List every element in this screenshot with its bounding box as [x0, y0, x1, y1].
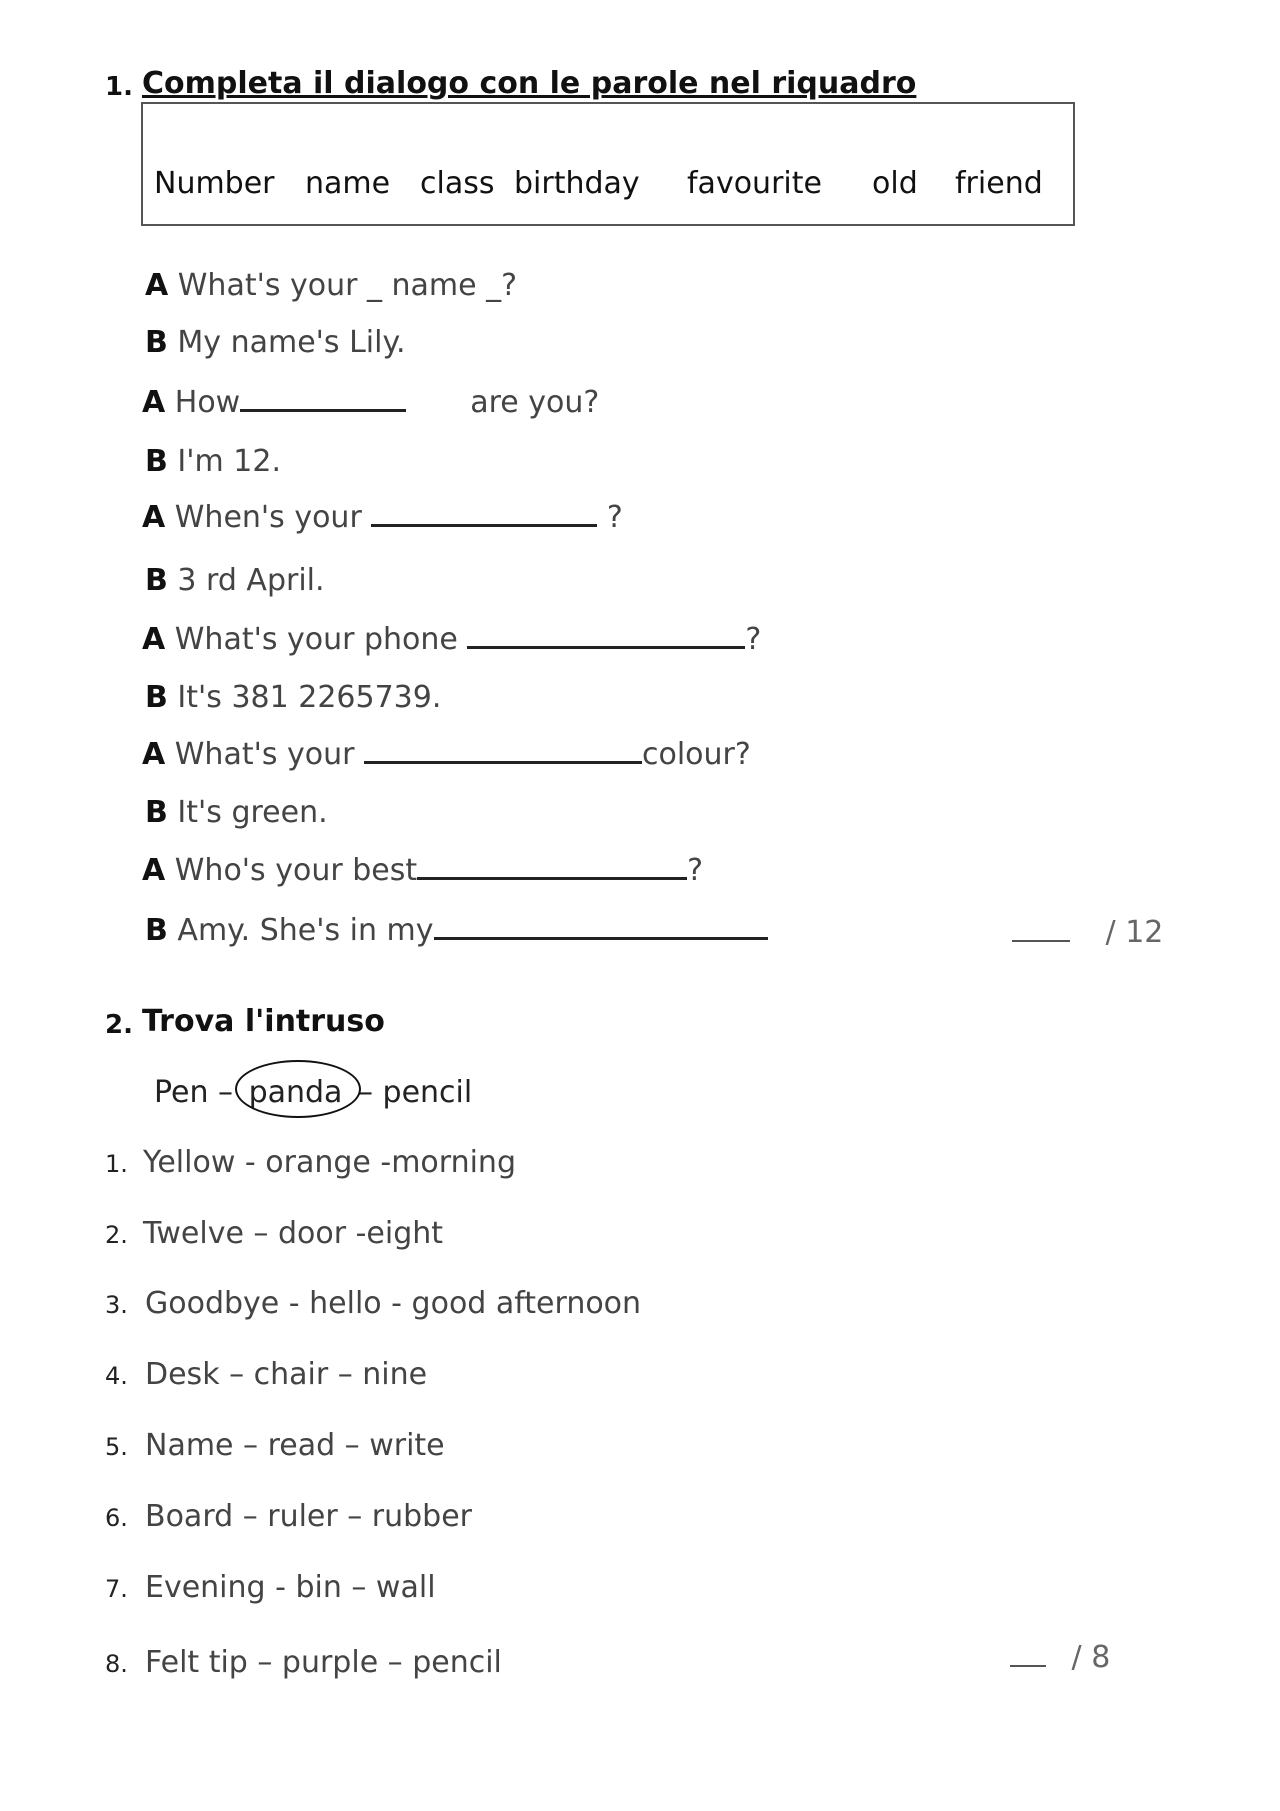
speaker-label: A	[145, 268, 169, 303]
line-text: I'm 12.	[177, 444, 281, 479]
section-2-score	[1010, 1640, 1110, 1675]
odd-item-3	[105, 1286, 641, 1321]
item-text[interactable]: Name – read – write	[145, 1428, 445, 1463]
item-text[interactable]: Yellow - orange -morning	[143, 1145, 516, 1180]
example-circle	[235, 1060, 361, 1118]
word-box	[141, 102, 1075, 226]
item-number: 2.	[105, 1221, 128, 1249]
dialogue-line-3	[142, 385, 599, 420]
score-total: / 8	[1071, 1640, 1111, 1675]
item-number: 6.	[105, 1504, 128, 1532]
odd-item-1	[105, 1145, 516, 1180]
word-name: name	[305, 166, 391, 201]
dialogue-line-12	[145, 913, 768, 948]
answer-blank[interactable]	[240, 387, 406, 412]
speaker-label: B	[145, 563, 168, 598]
speaker-label: A	[142, 622, 166, 657]
line-end: ?	[745, 622, 762, 657]
dialogue-line-8	[145, 680, 441, 715]
dialogue-line-1	[145, 268, 517, 303]
line-end: colour?	[642, 737, 751, 772]
line-text: My name's Lily.	[177, 325, 406, 360]
item-text[interactable]: Felt tip – purple – pencil	[145, 1645, 502, 1680]
odd-item-5	[105, 1428, 445, 1463]
section-2-title: Trova l'intruso	[142, 1004, 385, 1039]
odd-item-2	[105, 1216, 443, 1251]
score-total: / 12	[1105, 915, 1164, 950]
answer-blank[interactable]	[371, 502, 597, 527]
dialogue-line-7	[142, 622, 761, 657]
answer-blank[interactable]	[364, 739, 642, 764]
example-fill: _ name _	[367, 268, 502, 303]
section-1-score	[1012, 915, 1163, 950]
line-text: How	[174, 385, 241, 420]
example-rest: – pencil	[358, 1075, 473, 1110]
speaker-label: A	[142, 853, 166, 888]
word-favourite: favourite	[687, 166, 822, 201]
speaker-label: A	[142, 737, 166, 772]
line-text: What's your	[177, 268, 367, 303]
item-text[interactable]: Board – ruler – rubber	[145, 1499, 473, 1534]
dialogue-line-11	[142, 853, 703, 888]
odd-item-6	[105, 1499, 472, 1534]
section-2-number: 2.	[105, 1010, 133, 1040]
speaker-label: B	[145, 795, 168, 830]
speaker-label: A	[142, 500, 166, 535]
item-text[interactable]: Twelve – door -eight	[143, 1216, 444, 1251]
item-number: 8.	[105, 1650, 128, 1678]
odd-item-4	[105, 1357, 427, 1392]
odd-item-7	[105, 1570, 436, 1605]
example-first: Pen –	[154, 1075, 234, 1110]
line-text: What's your	[174, 737, 364, 772]
line-text: 3 rd April.	[177, 563, 325, 598]
line-text: It's 381 2265739.	[177, 680, 442, 715]
section-1-number: 1.	[105, 72, 133, 102]
speaker-label: A	[142, 385, 166, 420]
dialogue-line-2	[145, 325, 405, 360]
dialogue-line-9	[142, 737, 751, 772]
section-1-title: Completa il dialogo con le parole nel riquadro	[142, 66, 917, 101]
answer-blank[interactable]	[417, 855, 687, 880]
dialogue-line-4	[145, 444, 281, 479]
item-text[interactable]: Goodbye - hello - good afternoon	[145, 1286, 642, 1321]
item-number: 4.	[105, 1362, 128, 1390]
score-blank[interactable]	[1010, 1645, 1046, 1667]
word-number: Number	[154, 166, 275, 201]
dialogue-line-5	[142, 500, 623, 535]
line-end: ?	[687, 853, 704, 888]
speaker-label: B	[145, 444, 168, 479]
speaker-label: B	[145, 913, 168, 948]
odd-item-8	[105, 1645, 502, 1680]
word-friend: friend	[955, 166, 1043, 201]
line-text: It's green.	[177, 795, 328, 830]
speaker-label: B	[145, 680, 168, 715]
line-text: Who's your best	[174, 853, 418, 888]
item-text[interactable]: Desk – chair – nine	[145, 1357, 428, 1392]
word-birthday: birthday	[514, 166, 640, 201]
line-text: When's your	[174, 500, 372, 535]
speaker-label: B	[145, 325, 168, 360]
line-end: are you?	[470, 385, 600, 420]
answer-blank[interactable]	[467, 624, 745, 649]
line-end: ?	[597, 500, 623, 535]
example-circled: panda	[248, 1075, 343, 1110]
line-text: What's your phone	[174, 622, 468, 657]
word-class: class	[420, 166, 495, 201]
item-number: 7.	[105, 1575, 128, 1603]
line-text: Amy. She's in my	[177, 913, 434, 948]
word-old: old	[872, 166, 918, 201]
answer-blank[interactable]	[434, 915, 768, 940]
dialogue-line-6	[145, 563, 325, 598]
score-blank[interactable]	[1012, 920, 1070, 942]
item-number: 5.	[105, 1433, 128, 1461]
dialogue-line-10	[145, 795, 328, 830]
line-end: ?	[501, 268, 518, 303]
item-text[interactable]: Evening - bin – wall	[145, 1570, 436, 1605]
item-number: 3.	[105, 1291, 128, 1319]
item-number: 1.	[105, 1150, 128, 1178]
